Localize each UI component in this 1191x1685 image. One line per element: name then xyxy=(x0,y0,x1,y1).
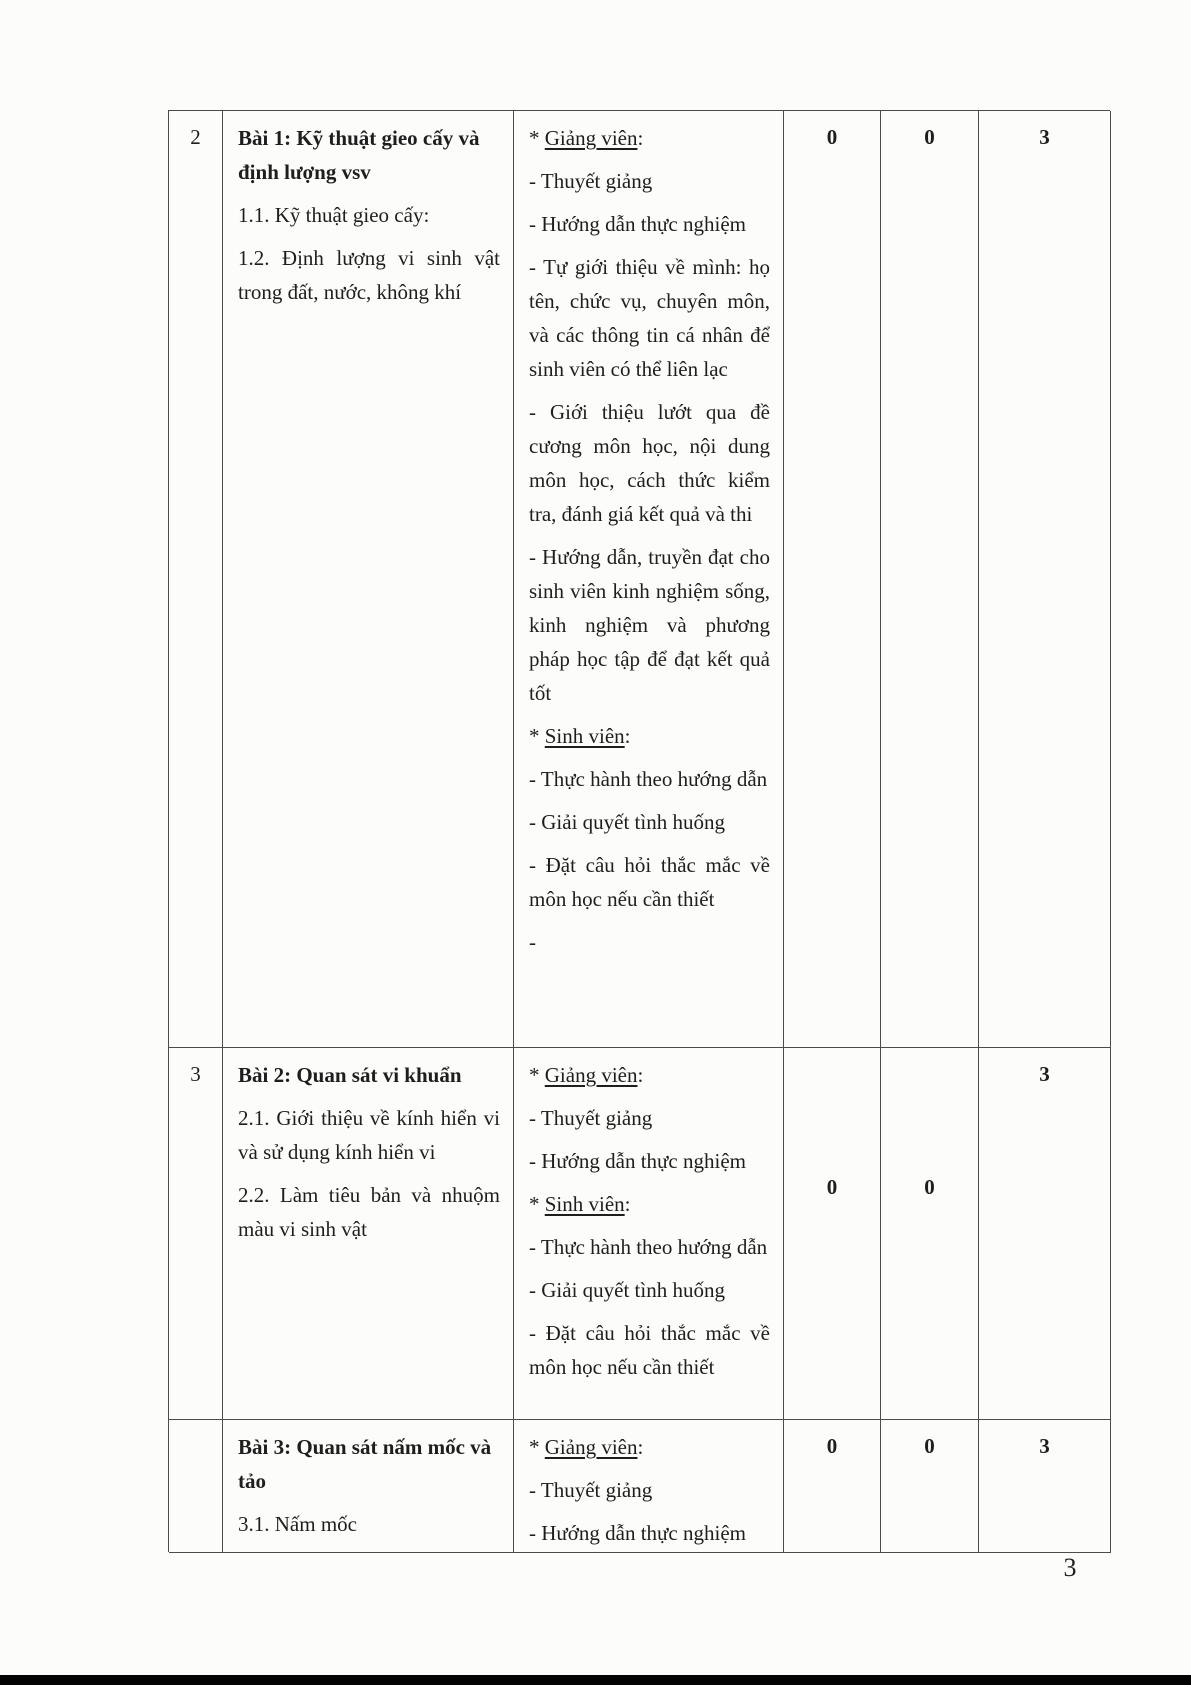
lesson-subitem: 2.1. Giới thiệu về kính hiển vi và sử dụng kính hiển vi xyxy=(238,1106,500,1164)
method-heading-lecturer: * Giảng viên: xyxy=(529,126,644,150)
hours-cell-3 xyxy=(979,1420,1111,1553)
method-item: - Đặt câu hỏi thắc mắc về môn học nếu cần thiết xyxy=(529,853,770,911)
syllabus-table xyxy=(168,110,1110,1552)
lesson-subitem: 1.2. Định lượng vi sinh vật trong đất, nước, không khí xyxy=(238,246,500,304)
hour-value: 0 xyxy=(924,1434,935,1458)
method-item: - Giới thiệu lướt qua đề cương môn học, nội dung môn học, cách thức kiểm tra, đánh giá kết quả và thi xyxy=(529,400,770,526)
row-number: 2 xyxy=(190,125,201,149)
method-item: - Hướng dẫn, truyền đạt cho sinh viên kinh nghiệm sống, kinh nghiệm và phương pháp học tập để đạt kết quả tốt xyxy=(529,545,770,705)
method-item: - Giải quyết tình huống xyxy=(529,810,725,834)
method-item: - Giải quyết tình huống xyxy=(529,1278,725,1302)
method-item: - Thực hành theo hướng dẫn xyxy=(529,767,768,791)
hour-value: 0 xyxy=(826,1434,838,1458)
method-heading-student: * Sinh viên: xyxy=(529,1192,631,1216)
method-heading-lecturer: * Giảng viên: xyxy=(529,1435,644,1459)
method-heading-student: * Sinh viên: xyxy=(529,724,631,748)
method-item: - Hướng dẫn thực nghiệm xyxy=(529,1521,746,1545)
row-number-cell xyxy=(169,111,223,1048)
lesson-title: Bài 3: Quan sát nấm mốc và tảo xyxy=(238,1435,492,1493)
hours-cell-1 xyxy=(784,1420,881,1553)
hours-cell-3 xyxy=(979,1048,1111,1420)
hour-value: 3 xyxy=(1039,125,1050,149)
hour-value: 3 xyxy=(1039,1434,1050,1458)
lesson-subitem: 2.2. Làm tiêu bản và nhuộm màu vi sinh vật xyxy=(238,1183,500,1241)
hours-cell-2 xyxy=(881,1420,979,1553)
hour-value: 3 xyxy=(1039,1062,1050,1086)
method-item: - Hướng dẫn thực nghiệm xyxy=(529,1149,746,1173)
lesson-cell xyxy=(223,111,514,1048)
lesson-cell xyxy=(223,1420,514,1553)
method-item: - Tự giới thiệu về mình: họ tên, chức vụ, chuyên môn, và các thông tin cá nhân để sinh viên có thể liên lạc xyxy=(529,255,770,381)
hours-cell-2 xyxy=(881,111,979,1048)
hour-value: 0 xyxy=(826,125,838,149)
scan-artifact-bar xyxy=(0,1675,1191,1685)
hour-value: 0 xyxy=(826,1175,838,1199)
hours-cell-2 xyxy=(881,1048,979,1420)
hours-cell-1 xyxy=(784,1048,881,1420)
method-item: - Hướng dẫn thực nghiệm xyxy=(529,212,746,236)
hours-cell-1 xyxy=(784,111,881,1048)
lesson-cell xyxy=(223,1048,514,1420)
hour-value: 0 xyxy=(924,1175,935,1199)
lesson-subitem: 1.1. Kỹ thuật gieo cấy: xyxy=(238,203,430,227)
row-number: 3 xyxy=(190,1062,201,1086)
hour-value: 0 xyxy=(924,125,935,149)
methods-cell xyxy=(514,1420,784,1553)
row-number-cell xyxy=(169,1048,223,1420)
method-item: - Thuyết giảng xyxy=(529,1106,653,1130)
page-number: 3 xyxy=(1063,1553,1077,1582)
hours-cell-3 xyxy=(979,111,1111,1048)
lesson-subitem: 3.1. Nấm mốc xyxy=(238,1512,357,1536)
method-item: - Đặt câu hỏi thắc mắc về môn học nếu cần thiết xyxy=(529,1321,770,1379)
methods-cell xyxy=(514,1048,784,1420)
row-number-cell xyxy=(169,1420,223,1553)
method-item: - Thuyết giảng xyxy=(529,169,653,193)
method-item-dash: - xyxy=(529,930,536,954)
method-heading-lecturer: * Giảng viên: xyxy=(529,1063,644,1087)
method-item: - Thuyết giảng xyxy=(529,1478,653,1502)
lesson-title: Bài 1: Kỹ thuật gieo cấy và định lượng vsv xyxy=(238,126,480,184)
method-item: - Thực hành theo hướng dẫn xyxy=(529,1235,768,1259)
methods-cell xyxy=(514,111,784,1048)
lesson-title: Bài 2: Quan sát vi khuẩn xyxy=(238,1063,462,1087)
